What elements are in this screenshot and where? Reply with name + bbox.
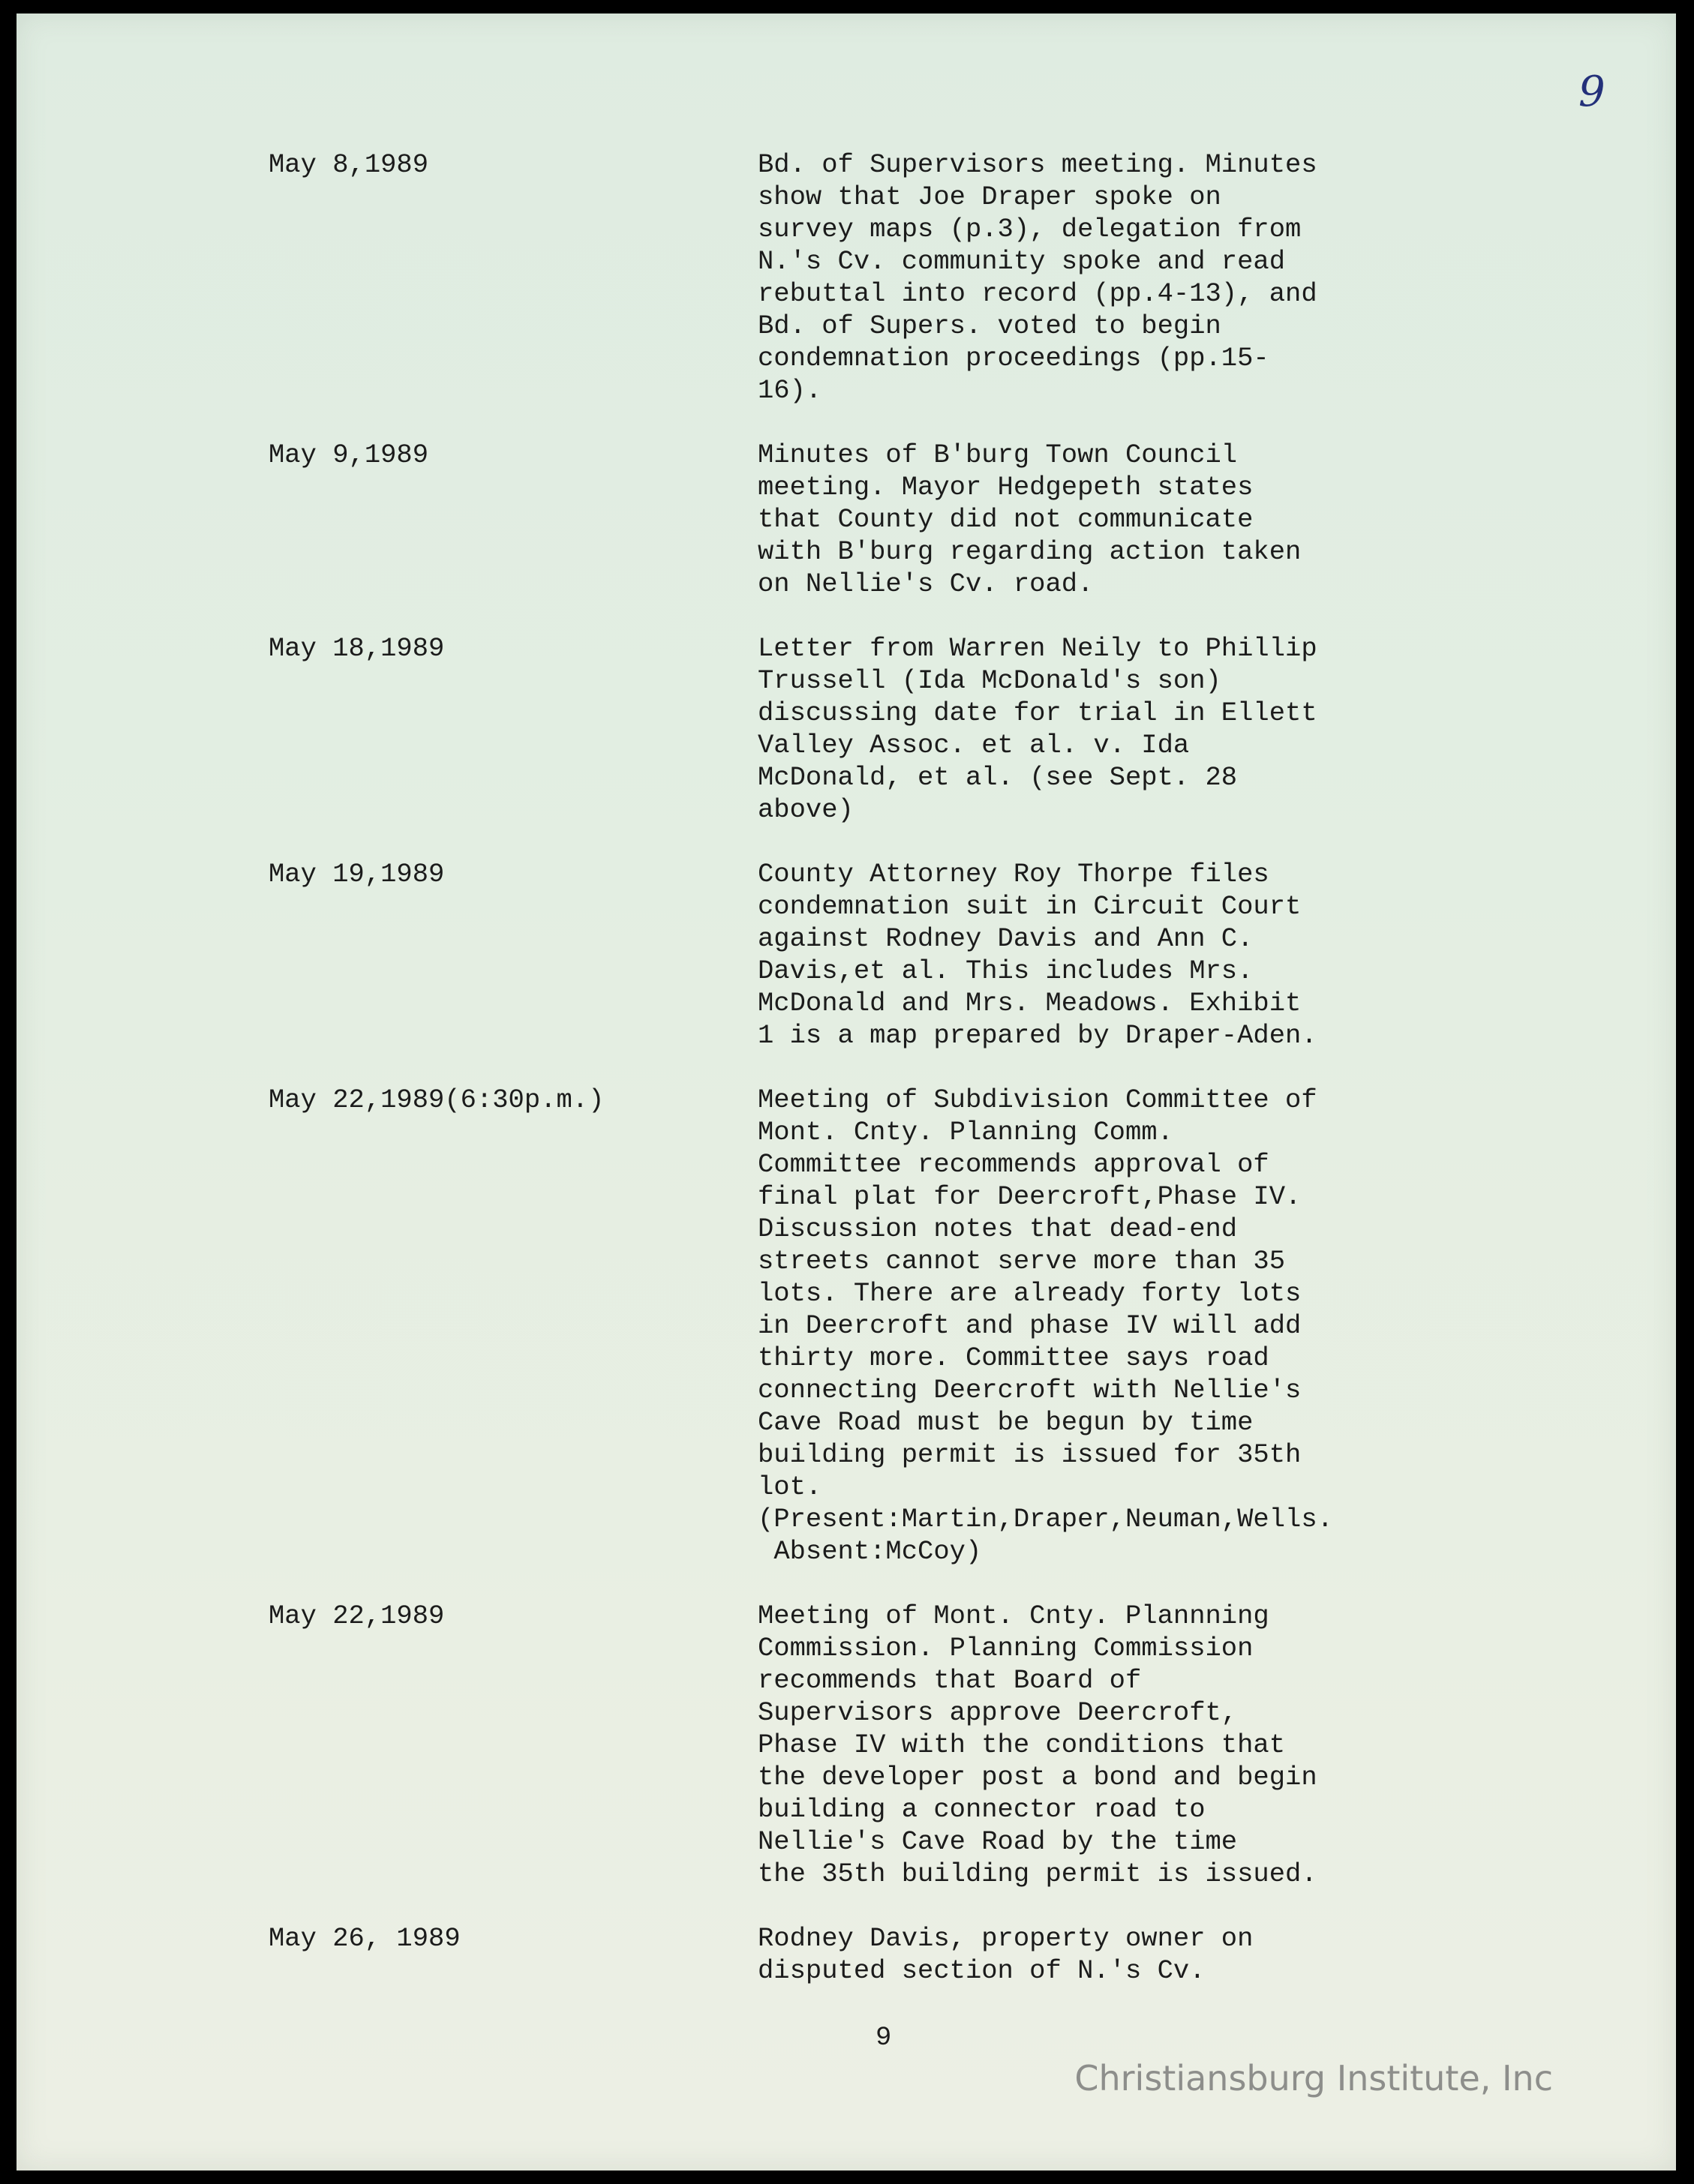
entry-date: May 18,1989	[269, 633, 445, 664]
entry-description: Meeting of Mont. Cnty. Plannning Commission. Planning Commission recommends that Board of Supervisors approve Deercroft, Phase IV with the conditions that the developer post a bond and begin building a connector road to Nellie's Cave Road by the time the 35th building permit is issued.	[758, 1600, 1317, 1889]
entry-date: May 8,1989	[269, 149, 429, 180]
entry-description: Bd. of Supervisors meeting. Minutes show that Joe Draper spoke on survey maps (p.3), delegation from N.'s Cv. community spoke and read rebuttal into record (pp.4-13), and Bd. of Supers. voted to begin condemnation proceedings (pp.15- 16).	[758, 149, 1317, 406]
entry-date: May 19,1989	[269, 859, 445, 890]
entry-description: Rodney Davis, property owner on disputed section of N.'s Cv.	[758, 1923, 1254, 1986]
entry-date: May 22,1989	[269, 1600, 445, 1631]
chronology-entry	[269, 148, 1469, 406]
entry-date: May 22,1989(6:30p.m.)	[269, 1084, 605, 1115]
chronology-entry	[269, 439, 1469, 600]
document-page	[17, 14, 1676, 2170]
entry-description: Minutes of B'burg Town Council meeting. Mayor Hedgepeth states that County did not communicate with B'burg regarding action taken on Nellie's Cv. road.	[758, 440, 1302, 599]
entry-date: May 9,1989	[269, 440, 429, 470]
handwritten-page-number: 9	[1578, 68, 1605, 116]
chronology-list	[269, 148, 1469, 2019]
page-number: 9	[876, 2022, 892, 2053]
chronology-entry	[269, 1084, 1469, 1568]
chronology-entry	[269, 1922, 1469, 1987]
chronology-entry	[269, 858, 1469, 1052]
chronology-entry	[269, 632, 1469, 826]
entry-description: County Attorney Roy Thorpe files condemnation suit in Circuit Court against Rodney Davis and Ann C. Davis,et al. This includes Mrs. McDonald and Mrs. Meadows. Exhibit 1 is a map prepared by Draper-Aden.	[758, 859, 1317, 1051]
watermark: Christiansburg Institute, Inc	[1074, 2058, 1553, 2098]
entry-date: May 26, 1989	[269, 1923, 461, 1954]
chronology-entry	[269, 1600, 1469, 1890]
entry-description: Letter from Warren Neily to Phillip Trussell (Ida McDonald's son) discussing date for trial in Ellett Valley Assoc. et al. v. Ida McDonald, et al. (see Sept. 28 above)	[758, 633, 1317, 825]
entry-description: Meeting of Subdivision Committee of Mont. Cnty. Planning Comm. Committee recommends approval of final plat for Deercroft,Phase IV. Discussion notes that dead-end streets cannot serve more than 35 lots. There are already forty lots in Deercroft and phase IV will add thirty more. Committee says road connecting Deercroft with Nellie's Cave Road must be begun by time building permit is issued for 35th lot. (Present:Martin,Draper,Neuman,Wells. Absent:McCoy)	[758, 1084, 1333, 1567]
